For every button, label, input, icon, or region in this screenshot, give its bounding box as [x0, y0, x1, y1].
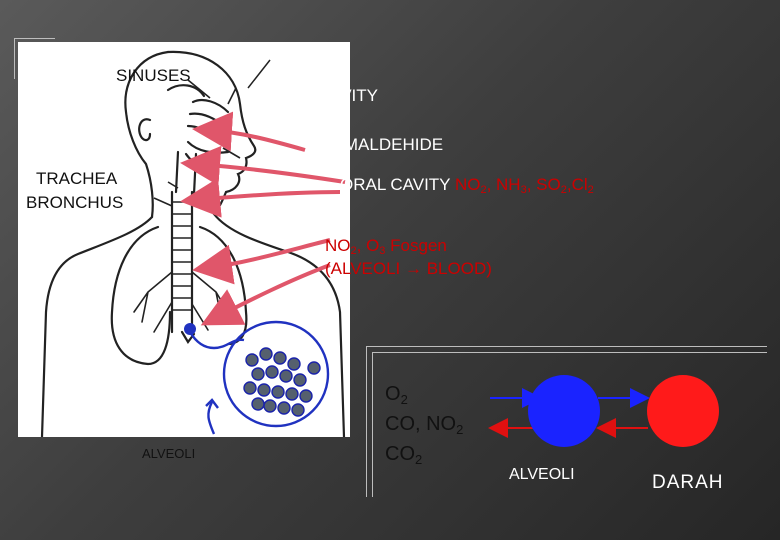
oral-cavity-label: [340, 175, 594, 196]
alveoli-gases-label: $NO_2$, $O_3$ Fosgen: [325, 236, 447, 257]
oral-arrow-lower: [196, 192, 340, 200]
formaldehyde-arrow: [208, 130, 305, 150]
co2-label: $CO_2$: [385, 443, 423, 467]
alveoli-arrow-upper: [208, 240, 330, 268]
bronchus-label: BRONCHUS: [26, 193, 124, 212]
alveoli-blood-label: (ALVEOLI → BLOOD): [325, 259, 492, 278]
blood-circle: [647, 375, 719, 447]
o2-label: $O_2$: [385, 383, 408, 407]
sinuses-label: SINUSES: [116, 66, 191, 85]
co-no2-label: CO, $NO_2$: [385, 413, 464, 437]
exchange-gases: [385, 382, 463, 472]
oral-arrow-upper: [196, 164, 345, 182]
nasal-cavity-label: NASAL CAVITY: [258, 86, 378, 105]
exchange-alveoli-label: ALVEOLI: [509, 466, 575, 483]
oral-cavity-text: ORAL CAVITY: [340, 175, 451, 194]
arrow-right-icon: →: [405, 259, 422, 278]
alveoli-panel-label: ALVEOLI: [142, 446, 196, 461]
darah-label: DARAH: [652, 472, 724, 493]
alveoli-circle: [528, 375, 600, 447]
oral-gases-label: $NO_2$, $NH_3$, $SO_2,Cl_2$: [454, 175, 594, 196]
trachea-label: TRACHEA: [36, 169, 118, 188]
formaldehyde-label: FORMALDEHIDE: [308, 135, 444, 154]
alveoli-arrow-lower: [215, 265, 330, 318]
nasal-cavity-leader: [248, 60, 270, 88]
